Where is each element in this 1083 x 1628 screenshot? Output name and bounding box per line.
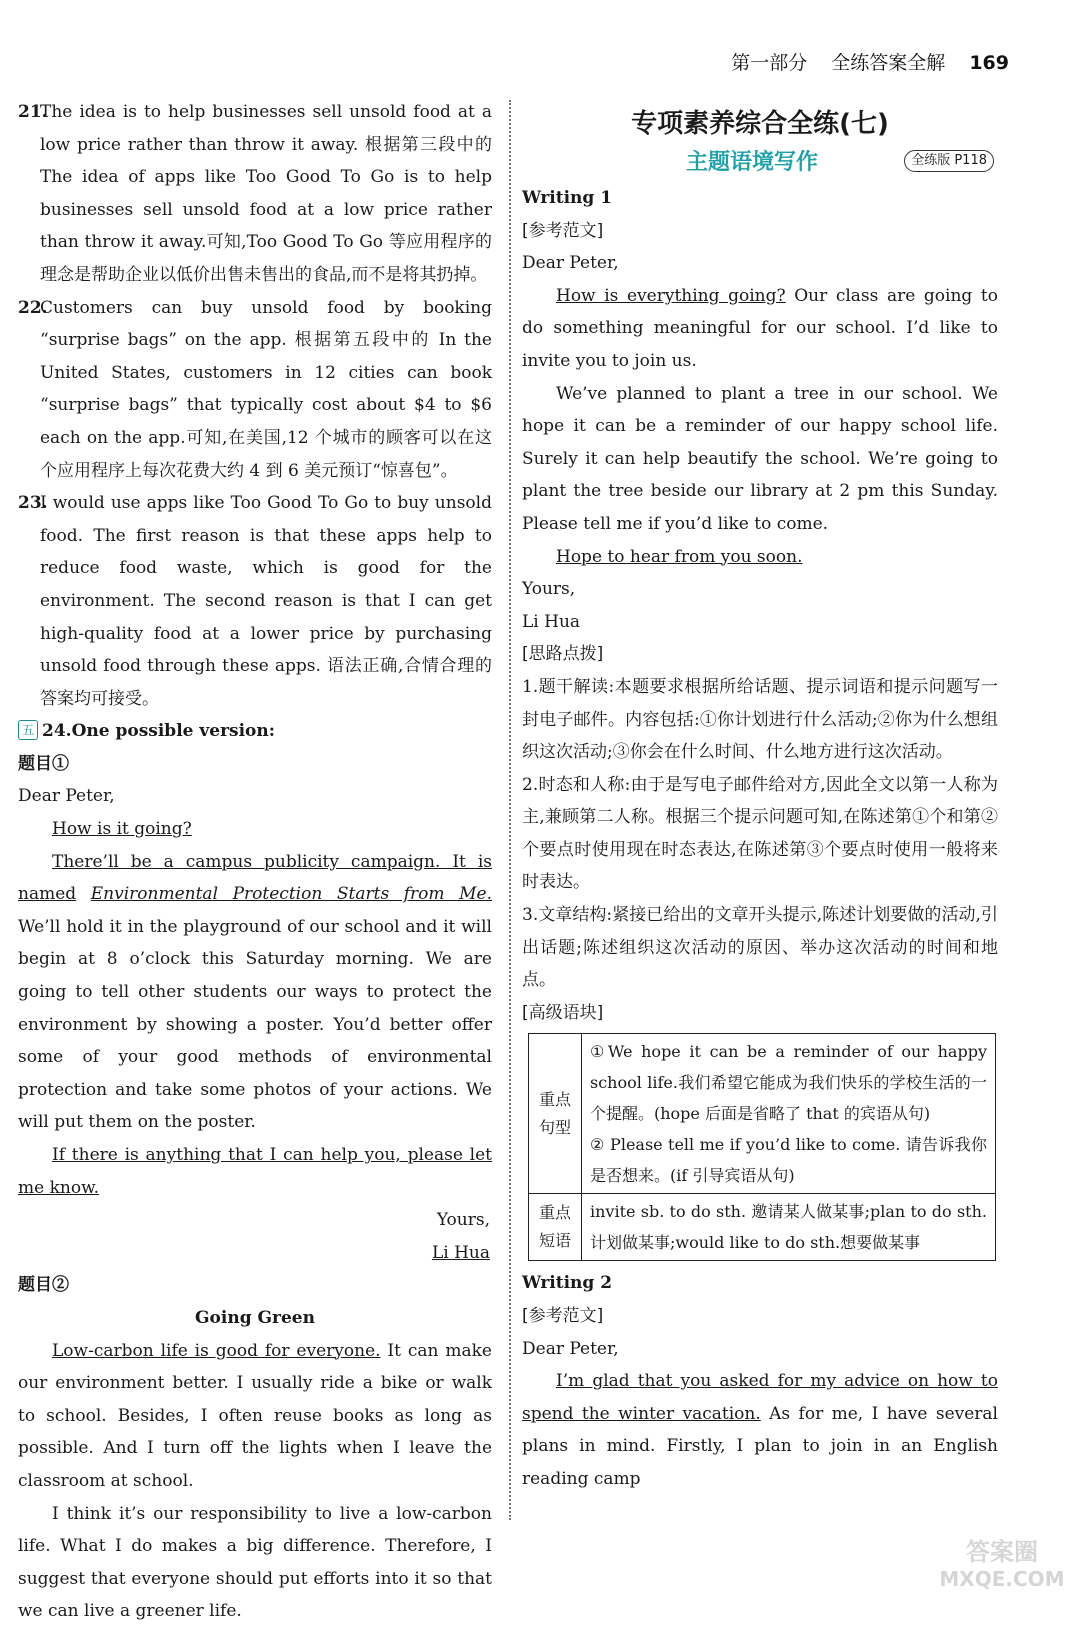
page-number: 169	[969, 52, 1009, 74]
writing-1-closing-text: Hope to hear from you soon.	[556, 546, 803, 567]
answer-23-number: 23.	[18, 493, 48, 514]
topic-1-closing-text: If there is anything that I can help you, please let me know.	[18, 1145, 492, 1198]
left-column	[18, 96, 492, 1628]
writing-1-para-1-underlined: How is everything going?	[556, 285, 786, 306]
writing-1-advanced-label: [高级语块]	[522, 1002, 604, 1023]
writing-1-heading: Writing 1	[522, 188, 613, 208]
writing-1-para-1	[522, 280, 998, 378]
writing-1-sign-name: Li Hua	[522, 611, 581, 632]
table-label-key-phrases: 重点短语	[529, 1194, 582, 1261]
section-subtitle: 主题语境写作	[686, 150, 819, 175]
topic-2-para-1-rest: It can make our environment better. I usually ride a bike or walk to school. Besides, I often reuse books as long as possible. And I turn off the lights when I leave the classroom at school.	[18, 1340, 492, 1491]
answer-23-text: I would use apps like Too Good To Go to buy unsold food. The first reason is that these apps help to reduce food waste, which is good for the environment. The second reason is that I can get high-quality food at a lower price by purchasing unsold food through these apps. 语法正确,合情合理的答案均可接受。	[40, 493, 492, 709]
answer-22-number: 22.	[18, 297, 48, 318]
watermark-line-1: 答案圈	[966, 1538, 1038, 1566]
tip-2: 2.时态和人称:由于是写电子邮件给对方,因此全文以第一人称为主,兼顾第二人称。根据三个提示问题可知,在陈述第①个和第②个要点时使用现在时态表达,在陈述第③个要点时使用一般将来时表达。	[522, 774, 998, 893]
tip-1: 1.题干解读:本题要求根据所给话题、提示词语和提示问题写一封电子邮件。内容包括:①你计划进行什么活动;②你为什么想组织这次活动;③你会在什么时间、什么地方进行这次活动。	[522, 676, 998, 763]
topic-1-sign-name-text: Li Hua	[431, 1242, 490, 1263]
answer-23	[18, 487, 492, 715]
writing-1-salutation: Dear Peter,	[522, 253, 619, 274]
topic-1-body-underlined: There’ll be a campus publicity campaign. It is named	[18, 851, 492, 905]
section-tag-icon: 五	[18, 720, 38, 740]
writing-2-salutation: Dear Peter,	[522, 1338, 619, 1359]
key-sentence-2: ② Please tell me if you’d like to come. 请告诉我你是否想来。(if 引导宾语从句)	[590, 1135, 987, 1186]
table-row-key-sentences	[529, 1034, 996, 1194]
page-reference-badge: 全练版 P118	[904, 150, 994, 172]
topic-1-sign-name	[18, 1237, 492, 1270]
header-part: 第一部分	[731, 52, 808, 74]
writing-1-sign-yours: Yours,	[522, 579, 576, 600]
table-row-key-phrases	[529, 1194, 996, 1261]
page-header	[713, 48, 1009, 75]
answer-21-number: 21.	[18, 102, 48, 122]
table-cell-key-sentences	[582, 1034, 996, 1194]
topic-2-title: Going Green	[195, 1307, 315, 1328]
writing-1-para-1-rest: Our class are going to do something meaningful for our school. I’d like to invite you to join us.	[522, 285, 998, 371]
topic-1-campaign-name: Environmental Protection Starts from Me.	[90, 884, 493, 905]
topic-1-sign-yours: Yours,	[436, 1210, 490, 1231]
key-phrases-table	[528, 1033, 996, 1261]
topic-2-label: 题目②	[18, 1275, 69, 1296]
writing-1-para-2: We’ve planned to plant a tree in our school. We hope it can be a reminder of our happy school life. Surely it can help beautify the school. We’re going to plant the tree beside our library at 2 pm this Sunday. Please tell me if you’d like to come.	[522, 383, 998, 534]
writing-2-para-1-rest: As for me, I have several plans in mind. Firstly, I plan to join in an English reading camp	[522, 1403, 998, 1489]
watermark-logo	[927, 1532, 1077, 1594]
writing-2-ref-label: [参考范文]	[522, 1306, 604, 1327]
topic-1-body-rest: We’ll hold it in the playground of our school and it will begin at 8 o’clock this Saturday morning. We are going to tell other students our ways to protect the environment by showing a poster. You’d better offer some of your good methods of environmental protection and take some photos of your actions. We will put them on the poster.	[18, 916, 492, 1133]
topic-1-opening	[18, 813, 492, 846]
answer-21	[18, 96, 492, 292]
writing-1-ref-label: [参考范文]	[522, 220, 604, 241]
answer-24-title: 24.One possible version:	[42, 721, 276, 742]
topic-2-para-1	[18, 1335, 492, 1498]
writing-1-closing	[522, 541, 998, 574]
topic-1-body	[18, 846, 492, 1139]
writing-2-para-1	[522, 1365, 998, 1495]
watermark-line-2: MXQE.COM	[939, 1567, 1065, 1591]
table-cell-key-phrases: invite sb. to do sth. 邀请某人做某事;plan to do sth.计划做某事;would like to do sth.想要做某事	[582, 1194, 996, 1261]
writing-2-para-1-underlined: I’m glad that you asked for my advice on how to spend the winter vacation.	[522, 1371, 998, 1424]
topic-2-para-2: I think it’s our responsibility to live a low-carbon life. What I do makes a big difference. Therefore, I suggest that everyone should put efforts into it so that we can live a greener life.	[18, 1503, 492, 1622]
answer-24-heading	[18, 715, 492, 748]
key-sentence-1: ①We hope it can be a reminder of our happy school life.我们希望它能成为我们快乐的学校生活的一个提醒。(hope 后面是省略了 that 的宾语从句)	[590, 1042, 987, 1124]
answer-22-text: Customers can buy unsold food by booking “surprise bags” on the app. 根据第五段中的 In the United States, customers in 12 cities can book “surprise bags” that typically cost about $4 to $6 each on the app.可知,在美国,12 个城市的顾客可以在这个应用程序上每次花费大约 4 到 6 美元预订“惊喜包”。	[40, 297, 492, 481]
header-section: 全练答案全解	[831, 52, 946, 74]
answer-22	[18, 292, 492, 488]
tip-3: 3.文章结构:紧接已给出的文章开头提示,陈述计划要做的活动,引出话题;陈述组织这次活动的原因、举办这次活动的时间和地点。	[522, 905, 998, 991]
section-title: 专项素养综合全练(七)	[631, 109, 889, 139]
topic-1-closing	[18, 1139, 492, 1204]
writing-1-tips-label: [思路点拨]	[522, 644, 604, 665]
section-subtitle-row	[522, 144, 998, 182]
topic-1-label: 题目①	[18, 753, 69, 774]
writing-2-heading: Writing 2	[522, 1273, 613, 1294]
topic-2-para-1-underlined: Low-carbon life is good for everyone.	[52, 1340, 381, 1361]
answer-21-text: The idea is to help businesses sell unsold food at a low price rather than throw it away. 根据第三段中的 The idea of apps like Too Good To Go is to help businesses sell unsold food at a low price rather than throw it away.可知,Too Good To Go 等应用程序的理念是帮助企业以低价出售未售出的食品,而不是将其扔掉。	[40, 102, 492, 285]
column-divider	[509, 100, 511, 1520]
topic-1-opening-text: How is it going?	[52, 819, 192, 840]
table-label-key-sentences: 重点句型	[529, 1034, 582, 1194]
topic-1-salutation: Dear Peter,	[18, 786, 115, 807]
right-column	[522, 96, 998, 1496]
